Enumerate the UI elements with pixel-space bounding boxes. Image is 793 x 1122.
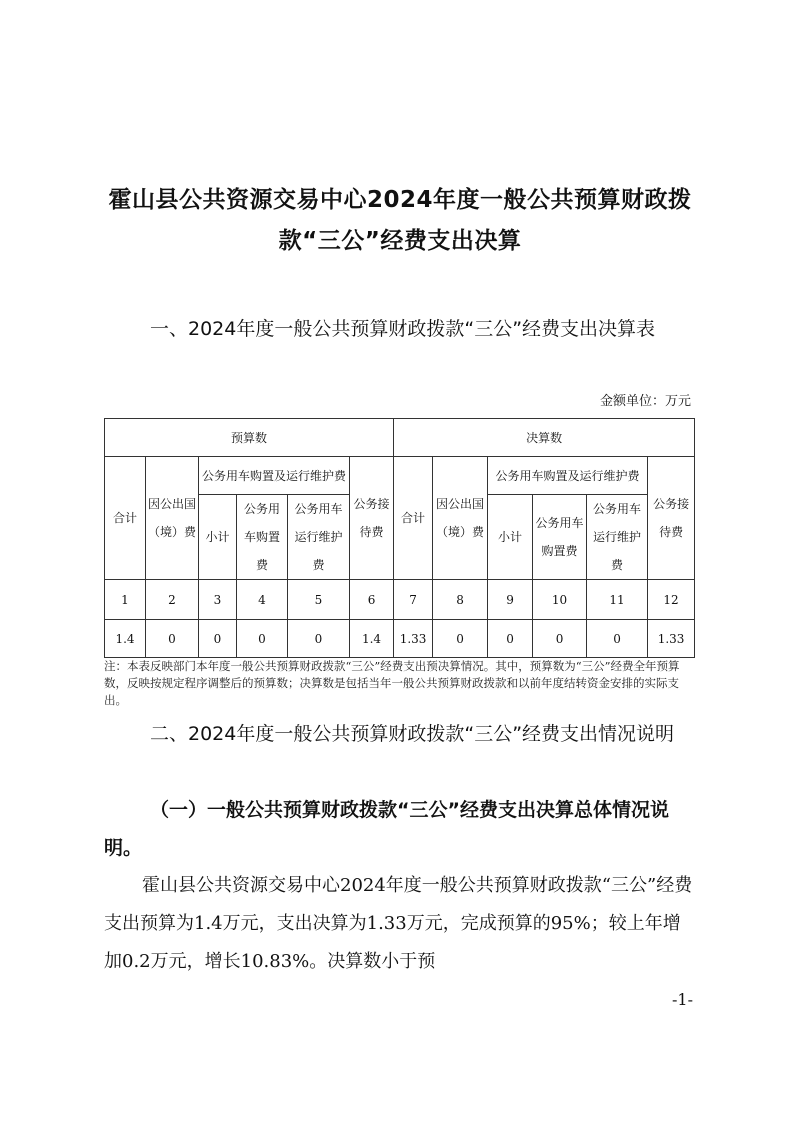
final-total-header: 合计 xyxy=(394,457,433,580)
table-cell: 1 xyxy=(105,580,146,620)
table-cell: 1.4 xyxy=(350,620,394,658)
table-cell: 9 xyxy=(488,580,533,620)
table-cell: 0 xyxy=(146,620,199,658)
body-paragraph: 霍山县公共资源交易中心2024年度一般公共预算财政拨款“三公”经费支出预算为1.4万元，支出决算为1.33万元，完成预算的95%；较上年增加0.2万元，增长10.83%。决算数小于预 xyxy=(104,875,693,972)
table-cell: 0 xyxy=(433,620,488,658)
final-subtotal-header: 小计 xyxy=(488,495,533,580)
table-cell: 0 xyxy=(488,620,533,658)
table-cell: 1.4 xyxy=(105,620,146,658)
table-note: 注：本表反映部门本年度一般公共预算财政拨款“三公”经费支出预决算情况。其中，预算数为“三公”经费全年预算数，反映按规定程序调整后的预算数；决算数是包括当年一般公共预算财政拨款和以前年度结转资金安排的实际支出。 xyxy=(104,659,680,707)
group-budget-header: 预算数 xyxy=(105,419,394,457)
table-group-header-row xyxy=(105,419,695,457)
table-cell: 0 xyxy=(199,620,237,658)
table-cell: 0 xyxy=(533,620,587,658)
document-title: 霍山县公共资源交易中心2024年度一般公共预算财政拨款“三公”经费支出决算 xyxy=(108,187,692,254)
budget-reception-header: 公务接待费 xyxy=(350,457,394,580)
section-two-heading: 二、2024年度一般公共预算财政拨款“三公”经费支出情况说明 xyxy=(150,723,675,745)
final-vehicle-group-header: 公务用车购置及运行维护费 xyxy=(488,457,648,495)
table-cell: 4 xyxy=(237,580,288,620)
final-vehicle-purchase-header: 公务用车购置费 xyxy=(533,495,587,580)
subsection-heading: （一）一般公共预算财政拨款“三公”经费支出决算总体情况说明。 xyxy=(104,799,669,859)
table-value-row xyxy=(105,620,695,658)
budget-vehicle-purchase-header: 公务用车购置费 xyxy=(237,495,288,580)
table-cell: 11 xyxy=(587,580,648,620)
final-reception-header: 公务接待费 xyxy=(648,457,695,580)
budget-subtotal-header: 小计 xyxy=(199,495,237,580)
table-header-row xyxy=(105,457,695,495)
table-cell: 3 xyxy=(199,580,237,620)
three-public-expenses-table xyxy=(104,418,695,658)
table-cell: 0 xyxy=(288,620,350,658)
section-one-heading: 一、2024年度一般公共预算财政拨款“三公”经费支出决算表 xyxy=(150,318,656,340)
table-cell: 6 xyxy=(350,580,394,620)
table-index-row xyxy=(105,580,695,620)
final-vehicle-operation-header: 公务用车运行维护费 xyxy=(587,495,648,580)
final-abroad-header: 因公出国（境）费 xyxy=(433,457,488,580)
table-cell: 10 xyxy=(533,580,587,620)
budget-vehicle-group-header: 公务用车购置及运行维护费 xyxy=(199,457,350,495)
table-cell: 0 xyxy=(237,620,288,658)
budget-total-header: 合计 xyxy=(105,457,146,580)
table-cell: 1.33 xyxy=(648,620,695,658)
table-cell: 7 xyxy=(394,580,433,620)
table-cell: 12 xyxy=(648,580,695,620)
table-cell: 1.33 xyxy=(394,620,433,658)
table-cell: 2 xyxy=(146,580,199,620)
page-number: -1- xyxy=(672,990,693,1009)
unit-label: 金额单位：万元 xyxy=(599,394,691,409)
table-cell: 0 xyxy=(587,620,648,658)
group-final-header: 决算数 xyxy=(394,419,695,457)
table-cell: 5 xyxy=(288,580,350,620)
budget-abroad-header: 因公出国（境）费 xyxy=(146,457,199,580)
table-cell: 8 xyxy=(433,580,488,620)
budget-vehicle-operation-header: 公务用车运行维护费 xyxy=(288,495,350,580)
